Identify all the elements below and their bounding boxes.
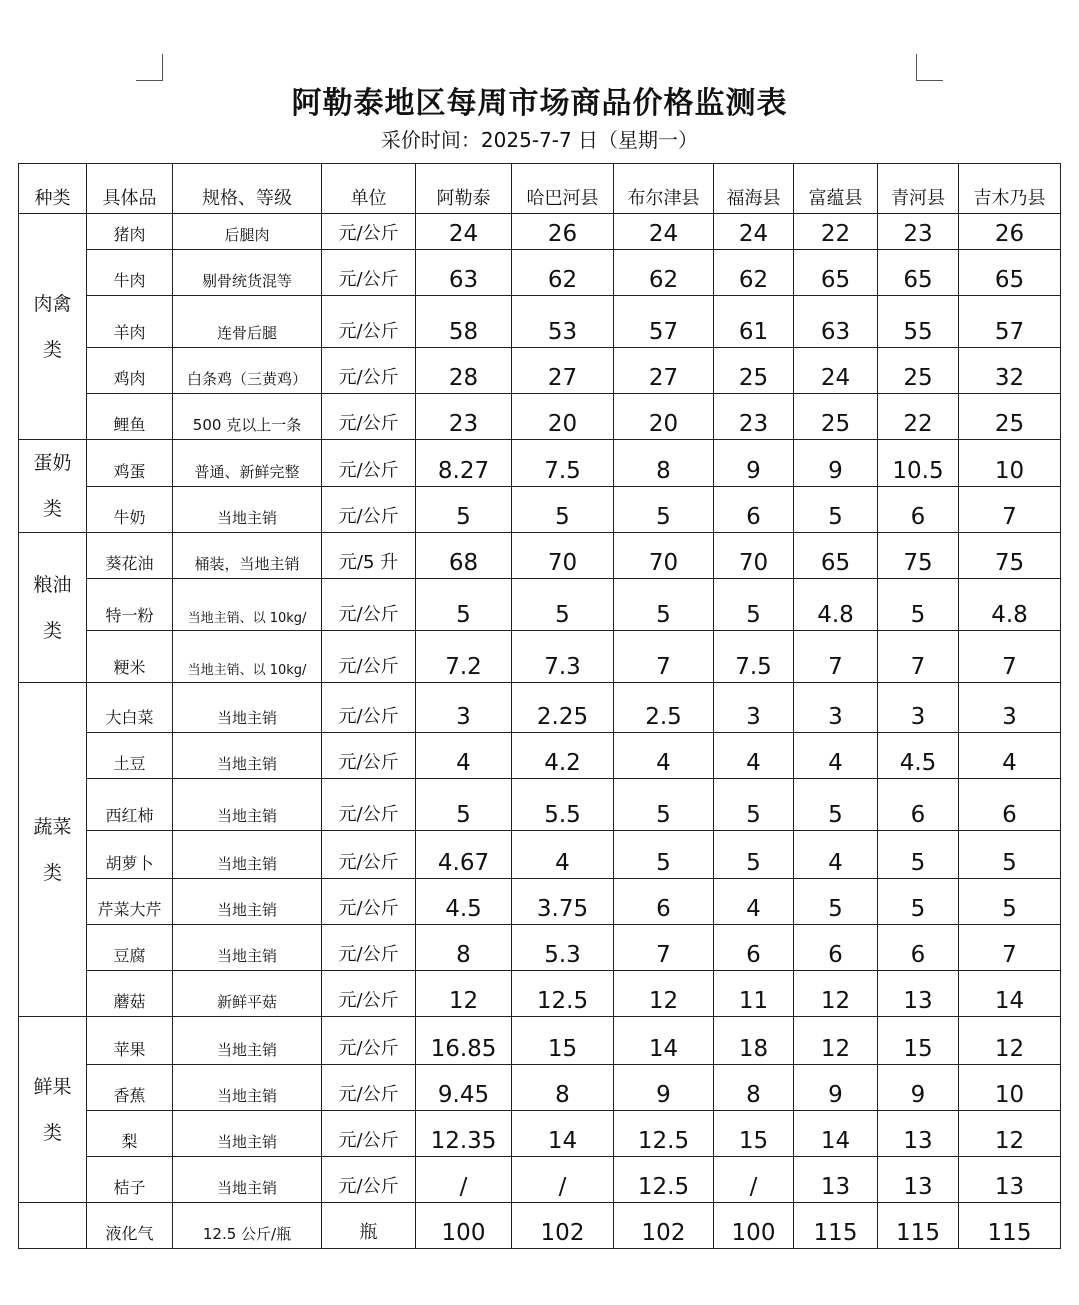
item-name-cell: 蘑菇 <box>87 971 173 1017</box>
price-cell: 15 <box>878 1017 959 1065</box>
header-cell: 种类 <box>19 164 87 214</box>
price-cell: 6 <box>878 486 959 533</box>
price-cell: 5 <box>512 486 614 533</box>
price-cell: 7 <box>794 631 878 683</box>
price-cell: 32 <box>959 348 1061 394</box>
item-name-cell: 大白菜 <box>87 683 173 733</box>
price-cell: 10 <box>959 440 1061 487</box>
price-cell: 22 <box>794 214 878 250</box>
price-cell: 4.2 <box>512 733 614 779</box>
price-cell: 28 <box>416 348 512 394</box>
price-cell: 3 <box>959 683 1061 733</box>
price-cell: 8.27 <box>416 440 512 487</box>
spec-cell: 后腿肉 <box>173 214 322 250</box>
unit-cell: 元/公斤 <box>322 779 416 831</box>
spec-cell: 当地主销、以 10kg/ <box>173 579 322 631</box>
unit-cell: 元/公斤 <box>322 1111 416 1157</box>
header-cell: 哈巴河县 <box>512 164 614 214</box>
header-cell: 布尔津县 <box>614 164 714 214</box>
header-cell: 吉木乃县 <box>959 164 1061 214</box>
table-row <box>19 533 1061 579</box>
price-cell: 25 <box>878 348 959 394</box>
price-cell: 5 <box>794 879 878 925</box>
price-cell: 26 <box>959 214 1061 250</box>
price-cell: 100 <box>714 1203 794 1249</box>
price-cell: 5 <box>714 779 794 831</box>
price-cell: 12 <box>794 971 878 1017</box>
price-cell: 6 <box>714 925 794 971</box>
price-cell: 7.5 <box>512 440 614 487</box>
item-name-cell: 鸡肉 <box>87 348 173 394</box>
item-name-cell: 苹果 <box>87 1017 173 1065</box>
spec-cell: 桶装，当地主销 <box>173 533 322 579</box>
price-cell: 57 <box>959 296 1061 348</box>
table-row <box>19 925 1061 971</box>
price-cell: 23 <box>878 214 959 250</box>
price-cell: 3 <box>714 683 794 733</box>
price-cell: 9 <box>614 1065 714 1111</box>
unit-cell: 元/公斤 <box>322 214 416 250</box>
price-cell: 5 <box>416 779 512 831</box>
price-cell: 62 <box>512 250 614 296</box>
price-cell: 3 <box>416 683 512 733</box>
price-cell: 5 <box>794 779 878 831</box>
unit-cell: 元/公斤 <box>322 296 416 348</box>
spec-cell: 当地主销 <box>173 733 322 779</box>
price-cell: 25 <box>794 394 878 440</box>
price-cell: 23 <box>714 394 794 440</box>
unit-cell: 元/公斤 <box>322 579 416 631</box>
price-cell: 5 <box>416 486 512 533</box>
spec-cell: 当地主销 <box>173 831 322 879</box>
table-row <box>19 1017 1061 1065</box>
unit-cell: 元/公斤 <box>322 1017 416 1065</box>
unit-cell: 元/公斤 <box>322 440 416 487</box>
table-row <box>19 214 1061 250</box>
table-row <box>19 579 1061 631</box>
item-name-cell: 鸡蛋 <box>87 440 173 487</box>
price-cell: 4 <box>416 733 512 779</box>
price-cell: 68 <box>416 533 512 579</box>
item-name-cell: 特一粉 <box>87 579 173 631</box>
price-cell: 23 <box>416 394 512 440</box>
price-cell: 12 <box>959 1111 1061 1157</box>
price-cell: 9 <box>794 1065 878 1111</box>
crop-mark-top-left <box>136 54 163 81</box>
price-cell: 7 <box>614 925 714 971</box>
price-cell: 27 <box>614 348 714 394</box>
price-cell: 5 <box>714 579 794 631</box>
item-name-cell: 液化气 <box>87 1203 173 1249</box>
spec-cell: 当地主销 <box>173 1017 322 1065</box>
price-cell: 8 <box>416 925 512 971</box>
price-cell: 53 <box>512 296 614 348</box>
spec-cell: 当地主销 <box>173 1157 322 1203</box>
spec-cell: 当地主销 <box>173 1111 322 1157</box>
price-cell: 12.5 <box>614 1157 714 1203</box>
price-cell: 13 <box>959 1157 1061 1203</box>
category-cell: 蔬菜 类 <box>19 683 87 1017</box>
price-cell: 65 <box>878 250 959 296</box>
table-row <box>19 250 1061 296</box>
table-row <box>19 440 1061 487</box>
price-cell: 12 <box>416 971 512 1017</box>
price-cell: 25 <box>959 394 1061 440</box>
item-name-cell: 羊肉 <box>87 296 173 348</box>
unit-cell: 元/公斤 <box>322 486 416 533</box>
unit-cell: 元/公斤 <box>322 831 416 879</box>
spec-cell: 当地主销 <box>173 925 322 971</box>
price-cell: 12.5 <box>614 1111 714 1157</box>
price-cell: 12 <box>959 1017 1061 1065</box>
price-cell: 58 <box>416 296 512 348</box>
price-cell: 102 <box>614 1203 714 1249</box>
item-name-cell: 牛奶 <box>87 486 173 533</box>
price-cell: 15 <box>512 1017 614 1065</box>
price-cell: 5 <box>512 579 614 631</box>
category-cell <box>19 1203 87 1249</box>
spec-cell: 当地主销 <box>173 1065 322 1111</box>
spec-cell: 新鲜平菇 <box>173 971 322 1017</box>
table-row <box>19 1157 1061 1203</box>
header-cell: 规格、等级 <box>173 164 322 214</box>
spec-cell: 当地主销 <box>173 879 322 925</box>
table-row <box>19 296 1061 348</box>
item-name-cell: 桔子 <box>87 1157 173 1203</box>
price-cell: 8 <box>512 1065 614 1111</box>
spec-cell: 12.5 公斤/瓶 <box>173 1203 322 1249</box>
item-name-cell: 粳米 <box>87 631 173 683</box>
unit-cell: 元/公斤 <box>322 971 416 1017</box>
header-cell: 具体品 <box>87 164 173 214</box>
spec-cell: 500 克以上一条 <box>173 394 322 440</box>
price-cell: 5 <box>878 831 959 879</box>
price-cell: 10 <box>959 1065 1061 1111</box>
table-row <box>19 779 1061 831</box>
price-cell: 4.5 <box>416 879 512 925</box>
item-name-cell: 鲤鱼 <box>87 394 173 440</box>
price-cell: 5.5 <box>512 779 614 831</box>
price-cell: 5 <box>614 779 714 831</box>
unit-cell: 元/5 升 <box>322 533 416 579</box>
price-cell: 9.45 <box>416 1065 512 1111</box>
header-cell: 阿勒泰 <box>416 164 512 214</box>
price-cell: 7 <box>959 486 1061 533</box>
price-cell: 70 <box>714 533 794 579</box>
item-name-cell: 梨 <box>87 1111 173 1157</box>
spec-cell: 当地主销、以 10kg/ <box>173 631 322 683</box>
price-cell: 13 <box>878 971 959 1017</box>
table-row <box>19 1111 1061 1157</box>
price-cell: 2.5 <box>614 683 714 733</box>
item-name-cell: 西红柿 <box>87 779 173 831</box>
header-cell: 福海县 <box>714 164 794 214</box>
price-cell: 2.25 <box>512 683 614 733</box>
unit-cell: 元/公斤 <box>322 879 416 925</box>
price-cell: 6 <box>614 879 714 925</box>
price-cell: 65 <box>794 250 878 296</box>
price-cell: 5 <box>959 831 1061 879</box>
price-cell: 4 <box>714 879 794 925</box>
spec-cell: 当地主销 <box>173 779 322 831</box>
table-row <box>19 971 1061 1017</box>
spec-cell: 普通、新鲜完整 <box>173 440 322 487</box>
item-name-cell: 牛肉 <box>87 250 173 296</box>
price-cell: 65 <box>959 250 1061 296</box>
table-row <box>19 486 1061 533</box>
price-cell: 12 <box>794 1017 878 1065</box>
table-body <box>19 214 1061 1249</box>
price-cell: 24 <box>416 214 512 250</box>
table-row <box>19 683 1061 733</box>
price-cell: 6 <box>714 486 794 533</box>
unit-cell: 元/公斤 <box>322 394 416 440</box>
price-cell: 4.8 <box>794 579 878 631</box>
price-cell: 5 <box>614 486 714 533</box>
price-cell: 20 <box>512 394 614 440</box>
price-cell: 8 <box>714 1065 794 1111</box>
price-cell: 5 <box>878 579 959 631</box>
price-cell: 24 <box>794 348 878 394</box>
table-row <box>19 631 1061 683</box>
item-name-cell: 芹菜大芹 <box>87 879 173 925</box>
category-cell: 肉禽 类 <box>19 214 87 440</box>
price-cell: 5 <box>614 831 714 879</box>
price-cell: 9 <box>878 1065 959 1111</box>
price-cell: 13 <box>794 1157 878 1203</box>
price-cell: 100 <box>416 1203 512 1249</box>
price-cell: 22 <box>878 394 959 440</box>
price-cell: 7 <box>959 925 1061 971</box>
price-cell: 4 <box>714 733 794 779</box>
price-cell: 14 <box>794 1111 878 1157</box>
price-cell: 25 <box>714 348 794 394</box>
price-cell: / <box>714 1157 794 1203</box>
category-cell: 鲜果 类 <box>19 1017 87 1203</box>
price-cell: 62 <box>614 250 714 296</box>
price-cell: 26 <box>512 214 614 250</box>
price-cell: 5 <box>959 879 1061 925</box>
price-cell: 102 <box>512 1203 614 1249</box>
price-cell: 63 <box>416 250 512 296</box>
header-cell: 青河县 <box>878 164 959 214</box>
price-cell: 13 <box>878 1111 959 1157</box>
item-name-cell: 葵花油 <box>87 533 173 579</box>
price-cell: 7 <box>878 631 959 683</box>
price-cell: 27 <box>512 348 614 394</box>
price-cell: 13 <box>878 1157 959 1203</box>
unit-cell: 元/公斤 <box>322 733 416 779</box>
price-cell: 4.5 <box>878 733 959 779</box>
price-cell: 9 <box>794 440 878 487</box>
price-cell: 12.5 <box>512 971 614 1017</box>
price-cell: 4 <box>794 831 878 879</box>
item-name-cell: 香蕉 <box>87 1065 173 1111</box>
table-row <box>19 879 1061 925</box>
price-cell: 57 <box>614 296 714 348</box>
price-cell: 62 <box>714 250 794 296</box>
price-cell: 4.8 <box>959 579 1061 631</box>
price-table <box>18 163 1061 1249</box>
item-name-cell: 豆腐 <box>87 925 173 971</box>
table-row <box>19 831 1061 879</box>
crop-mark-top-right <box>916 54 943 81</box>
price-cell: 115 <box>878 1203 959 1249</box>
unit-cell: 瓶 <box>322 1203 416 1249</box>
table-row <box>19 394 1061 440</box>
price-cell: 4.67 <box>416 831 512 879</box>
price-cell: / <box>416 1157 512 1203</box>
price-cell: 24 <box>714 214 794 250</box>
price-cell: 12 <box>614 971 714 1017</box>
item-name-cell: 土豆 <box>87 733 173 779</box>
price-cell: 5.3 <box>512 925 614 971</box>
page-subtitle: 采价时间：2025-7-7 日（星期一） <box>380 128 699 152</box>
unit-cell: 元/公斤 <box>322 925 416 971</box>
price-cell: 75 <box>878 533 959 579</box>
price-cell: 4 <box>614 733 714 779</box>
price-cell: / <box>512 1157 614 1203</box>
table-row <box>19 733 1061 779</box>
price-cell: 3 <box>794 683 878 733</box>
price-cell: 4 <box>959 733 1061 779</box>
price-cell: 5 <box>416 579 512 631</box>
price-cell: 4 <box>794 733 878 779</box>
price-cell: 7.3 <box>512 631 614 683</box>
price-cell: 70 <box>512 533 614 579</box>
price-cell: 4 <box>512 831 614 879</box>
header-cell: 富蕴县 <box>794 164 878 214</box>
price-cell: 9 <box>714 440 794 487</box>
item-name-cell: 胡萝卜 <box>87 831 173 879</box>
price-cell: 65 <box>794 533 878 579</box>
price-cell: 70 <box>614 533 714 579</box>
price-cell: 5 <box>714 831 794 879</box>
price-cell: 5 <box>878 879 959 925</box>
table-row <box>19 348 1061 394</box>
price-cell: 55 <box>878 296 959 348</box>
price-cell: 7 <box>614 631 714 683</box>
price-cell: 18 <box>714 1017 794 1065</box>
unit-cell: 元/公斤 <box>322 250 416 296</box>
unit-cell: 元/公斤 <box>322 348 416 394</box>
page-title: 阿勒泰地区每周市场商品价格监测表 <box>291 86 788 121</box>
table-row <box>19 1065 1061 1111</box>
spec-cell: 连骨后腿 <box>173 296 322 348</box>
price-cell: 15 <box>714 1111 794 1157</box>
price-cell: 14 <box>512 1111 614 1157</box>
header-row <box>19 164 1061 214</box>
price-cell: 7 <box>959 631 1061 683</box>
price-cell: 3.75 <box>512 879 614 925</box>
price-cell: 5 <box>614 579 714 631</box>
price-cell: 5 <box>794 486 878 533</box>
price-cell: 6 <box>959 779 1061 831</box>
price-cell: 12.35 <box>416 1111 512 1157</box>
price-cell: 10.5 <box>878 440 959 487</box>
spec-cell: 当地主销 <box>173 486 322 533</box>
category-cell: 蛋奶 类 <box>19 440 87 533</box>
price-cell: 115 <box>794 1203 878 1249</box>
price-cell: 14 <box>959 971 1061 1017</box>
spec-cell: 当地主销 <box>173 683 322 733</box>
price-cell: 61 <box>714 296 794 348</box>
unit-cell: 元/公斤 <box>322 1065 416 1111</box>
price-cell: 3 <box>878 683 959 733</box>
price-cell: 24 <box>614 214 714 250</box>
price-cell: 6 <box>878 925 959 971</box>
price-cell: 6 <box>878 779 959 831</box>
table-row <box>19 1203 1061 1249</box>
header-cell: 单位 <box>322 164 416 214</box>
price-cell: 16.85 <box>416 1017 512 1065</box>
unit-cell: 元/公斤 <box>322 631 416 683</box>
unit-cell: 元/公斤 <box>322 683 416 733</box>
price-cell: 7.2 <box>416 631 512 683</box>
spec-cell: 白条鸡（三黄鸡） <box>173 348 322 394</box>
price-cell: 6 <box>794 925 878 971</box>
spec-cell: 剔骨统货混等 <box>173 250 322 296</box>
price-cell: 11 <box>714 971 794 1017</box>
item-name-cell: 猪肉 <box>87 214 173 250</box>
price-cell: 14 <box>614 1017 714 1065</box>
price-cell: 115 <box>959 1203 1061 1249</box>
price-cell: 20 <box>614 394 714 440</box>
price-cell: 8 <box>614 440 714 487</box>
price-cell: 75 <box>959 533 1061 579</box>
price-cell: 63 <box>794 296 878 348</box>
category-cell: 粮油 类 <box>19 533 87 683</box>
price-cell: 7.5 <box>714 631 794 683</box>
unit-cell: 元/公斤 <box>322 1157 416 1203</box>
